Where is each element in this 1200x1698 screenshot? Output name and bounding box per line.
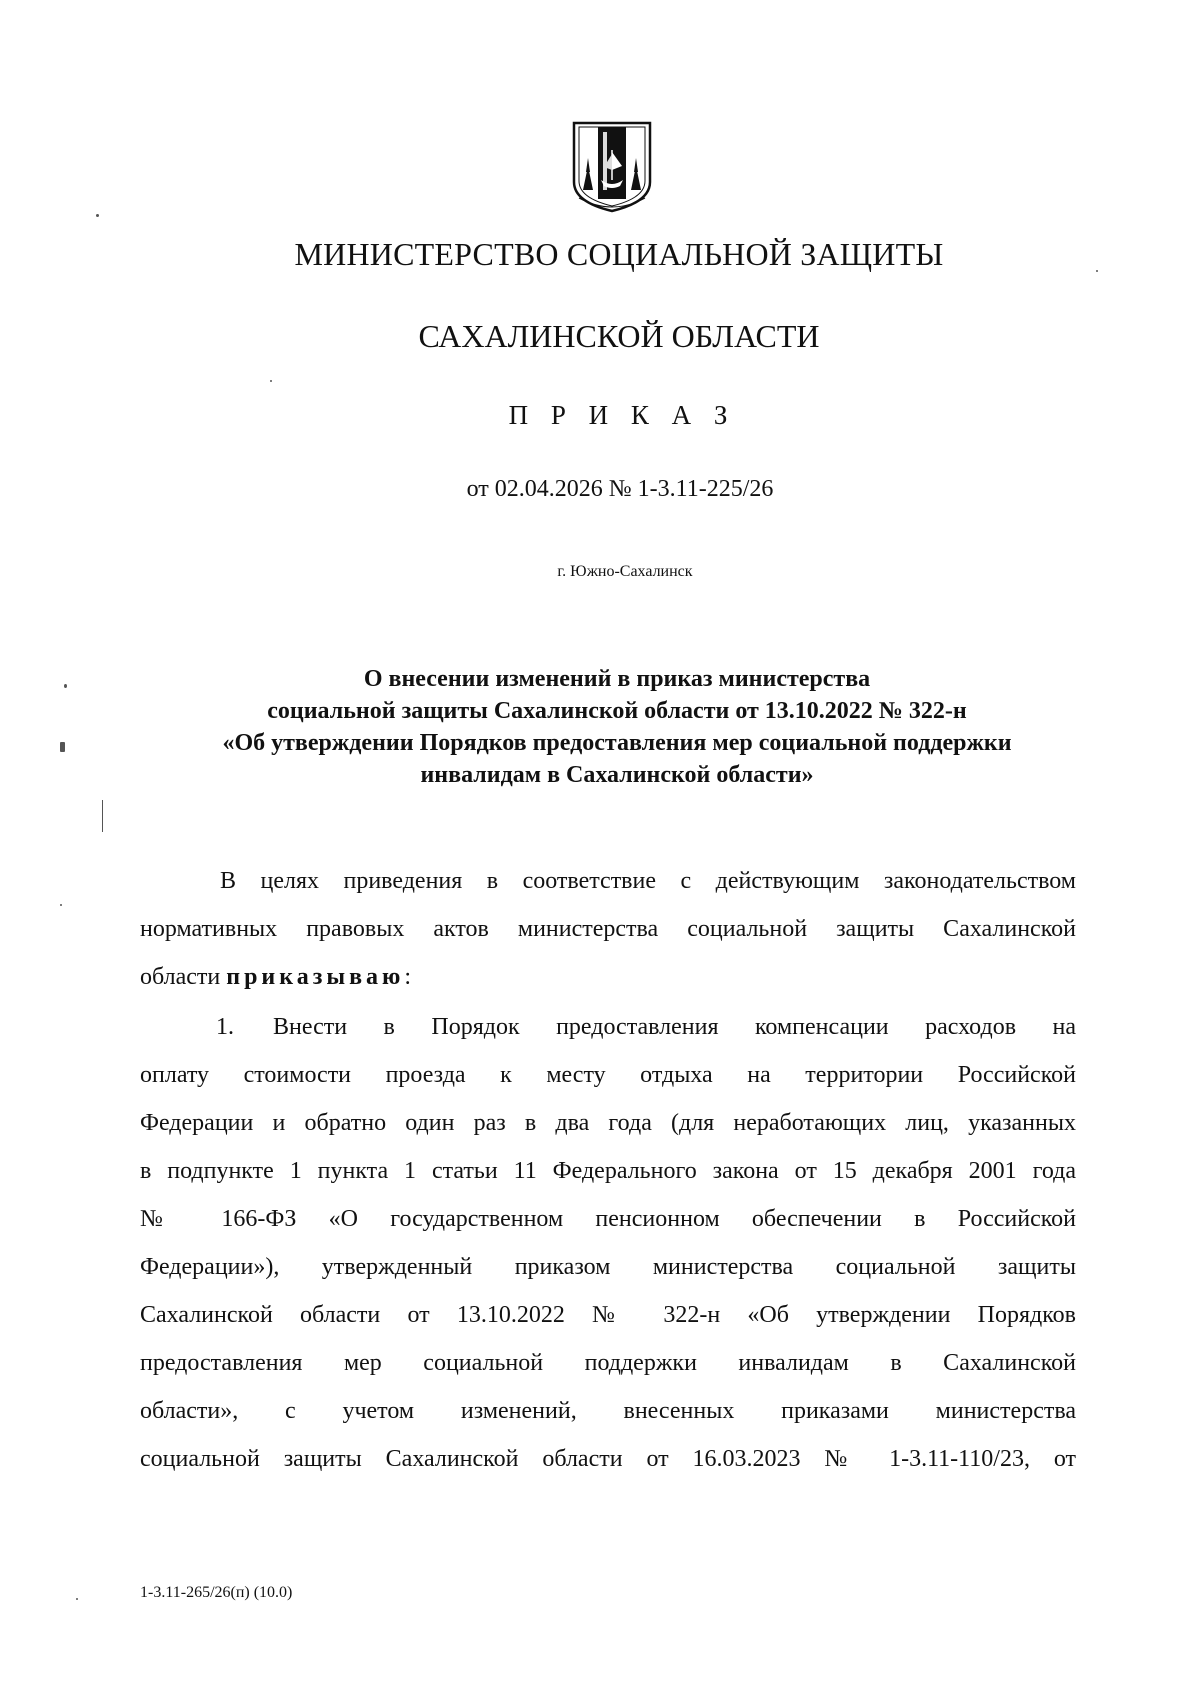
- order-word: приказываю: [226, 964, 405, 990]
- item-line: предоставления мер социальной поддержки инвалидам в Сахалинской: [140, 1350, 1076, 1376]
- scan-speck: [102, 800, 103, 832]
- order-date-number: от 02.04.2026 № 1-3.11-225/26: [466, 476, 774, 502]
- scan-speck: [64, 684, 67, 688]
- item-line: социальной защиты Сахалинской области от 16.03.2023 № 1-3.11-110/23, от: [140, 1446, 1076, 1472]
- preamble-line: В целях приведения в соответствие с действующим законодательством: [220, 868, 1076, 894]
- item-line: в подпункте 1 пункта 1 статьи 11 Федерального закона от 15 декабря 2001 года: [140, 1158, 1076, 1184]
- title-line: О внесении изменений в приказ министерства: [363, 666, 871, 692]
- title-line: социальной защиты Сахалинской области от 13.10.2022 № 322-н: [267, 698, 967, 724]
- scan-speck: [60, 742, 65, 752]
- preamble-line: [140, 953, 1076, 1001]
- item-line: Федерации»), утвержденный приказом министерства социальной защиты: [140, 1254, 1076, 1280]
- scan-speck: [270, 380, 272, 382]
- item-line: оплату стоимости проезда к месту отдыха на территории Российской: [140, 1062, 1076, 1088]
- item-line-text: Внести в Порядок предоставления компенсации расходов на: [273, 1014, 1076, 1040]
- item-line: [140, 1003, 1076, 1051]
- coat-of-arms-icon: [571, 120, 653, 214]
- preamble-line: нормативных правовых актов министерства социальной защиты Сахалинской: [140, 916, 1076, 942]
- item-line: области», с учетом изменений, внесенных приказами министерства: [140, 1398, 1076, 1424]
- ministry-name-line-1: МИНИСТЕРСТВО СОЦИАЛЬНОЙ ЗАЩИТЫ: [294, 236, 944, 272]
- order-city: г. Южно-Сахалинск: [557, 563, 693, 580]
- document-footer-code: 1-3.11-265/26(п) (10.0): [140, 1584, 293, 1601]
- item-number: 1.: [216, 1014, 234, 1040]
- title-line: инвалидам в Сахалинской области»: [420, 762, 814, 788]
- item-line: № 166-ФЗ «О государственном пенсионном обеспечении в Российской: [140, 1206, 1076, 1232]
- preamble-paragraph: [140, 857, 1076, 1001]
- scan-speck: [1096, 270, 1098, 272]
- preamble-suffix: :: [404, 964, 412, 990]
- item-line: Сахалинской области от 13.10.2022 № 322-н «Об утверждении Порядков: [140, 1302, 1076, 1328]
- document-type: П Р И К А З: [508, 400, 736, 430]
- scan-speck: [60, 904, 62, 906]
- scan-speck: [76, 1598, 78, 1600]
- ministry-name-line-2: САХАЛИНСКОЙ ОБЛАСТИ: [418, 318, 820, 354]
- item-1-paragraph: [140, 1003, 1076, 1483]
- preamble-prefix: области: [140, 964, 221, 990]
- item-line: Федерации и обратно один раз в два года (для неработающих лиц, указанных: [140, 1110, 1076, 1136]
- order-title: [130, 663, 1104, 791]
- scan-speck: [96, 214, 99, 217]
- title-line: «Об утверждении Порядков предоставления мер социальной поддержки: [222, 730, 1012, 756]
